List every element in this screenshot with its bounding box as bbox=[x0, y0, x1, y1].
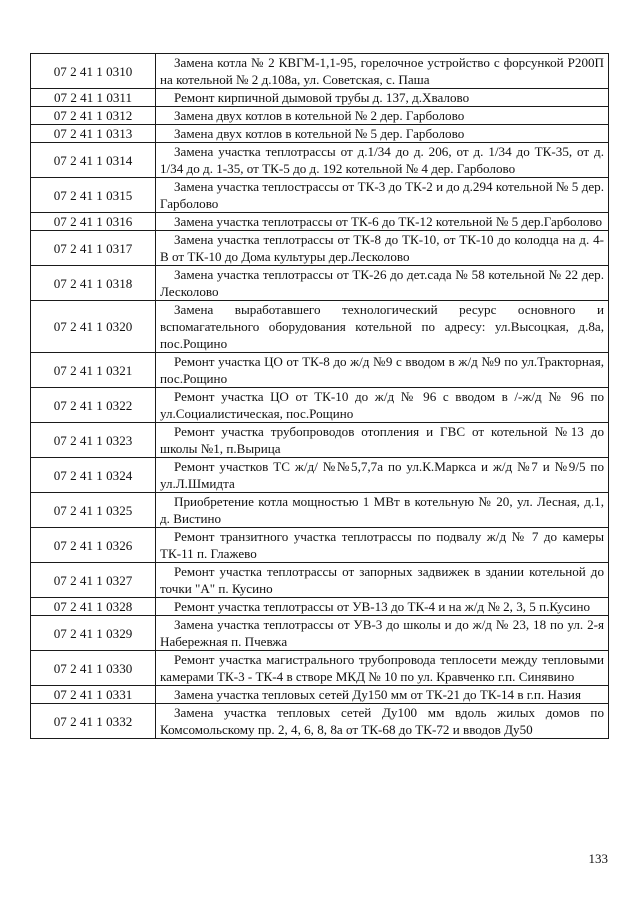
table-row bbox=[31, 89, 609, 107]
row-description: Ремонт кирпичной дымовой трубы д. 137, д.Хвалово bbox=[156, 89, 609, 107]
row-code: 07 2 41 1 0312 bbox=[31, 107, 156, 125]
table-row bbox=[31, 54, 609, 89]
row-description: Ремонт участков ТС ж/д/ №№5,7,7а по ул.К.Маркса и ж/д №7 и №9/5 по ул.Л.Шмидта bbox=[156, 458, 609, 493]
table-row bbox=[31, 528, 609, 563]
row-code: 07 2 41 1 0330 bbox=[31, 651, 156, 686]
row-description: Ремонт участка магистрального трубопровода теплосети между тепловыми камерами ТК-3 - ТК-4 в створе МКД № 10 по ул. Кравченко г.п. Синявино bbox=[156, 651, 609, 686]
row-description: Ремонт участка трубопроводов отопления и ГВС от котельной №13 до школы №1, п.Вырица bbox=[156, 423, 609, 458]
table-row bbox=[31, 301, 609, 353]
row-code: 07 2 41 1 0318 bbox=[31, 266, 156, 301]
works-table-body bbox=[31, 54, 609, 739]
row-code: 07 2 41 1 0314 bbox=[31, 143, 156, 178]
table-row bbox=[31, 686, 609, 704]
row-code: 07 2 41 1 0324 bbox=[31, 458, 156, 493]
row-description: Приобретение котла мощностью 1 МВт в котельную № 20, ул. Лесная, д.1, д. Вистино bbox=[156, 493, 609, 528]
table-row bbox=[31, 423, 609, 458]
table-row bbox=[31, 598, 609, 616]
row-description: Замена участка тепловых сетей Ду100 мм вдоль жилых домов по Комсомольскому пр. 2, 4, 6, 8, 8а от ТК-68 до ТК-72 и вводов Ду50 bbox=[156, 704, 609, 739]
table-row bbox=[31, 388, 609, 423]
table-row bbox=[31, 616, 609, 651]
row-code: 07 2 41 1 0326 bbox=[31, 528, 156, 563]
row-code: 07 2 41 1 0328 bbox=[31, 598, 156, 616]
row-description: Замена участка теплотрассы от ТК-8 до ТК-10, от ТК-10 до колодца на д. 4-В от ТК-10 до Дома культуры дер.Лесколово bbox=[156, 231, 609, 266]
table-row bbox=[31, 107, 609, 125]
row-code: 07 2 41 1 0315 bbox=[31, 178, 156, 213]
row-description: Замена участка теплотрассы от ТК-26 до дет.сада № 58 котельной № 22 дер. Лесколово bbox=[156, 266, 609, 301]
table-row bbox=[31, 143, 609, 178]
row-description: Замена участка теплотрассы от д.1/34 до д. 206, от д. 1/34 до ТК-35, от д. 1/34 до д. 1-35, от ТК-5 до д. 192 котельной № 4 дер. Гарболово bbox=[156, 143, 609, 178]
row-code: 07 2 41 1 0316 bbox=[31, 213, 156, 231]
row-description: Ремонт участка ЦО от ТК-8 до ж/д №9 с вводом в ж/д №9 по ул.Тракторная, пос.Рощино bbox=[156, 353, 609, 388]
row-description: Замена котла № 2 КВГМ-1,1-95, горелочное устройство с форсункой Р200П на котельной № 2 д.108а, ул. Советская, с. Паша bbox=[156, 54, 609, 89]
table-row bbox=[31, 651, 609, 686]
row-description: Замена участка тепловых сетей Ду150 мм от ТК-21 до ТК-14 в г.п. Назия bbox=[156, 686, 609, 704]
table-row bbox=[31, 178, 609, 213]
row-description: Замена участка теплотрассы от ТК-6 до ТК-12 котельной № 5 дер.Гарболово bbox=[156, 213, 609, 231]
row-code: 07 2 41 1 0327 bbox=[31, 563, 156, 598]
row-code: 07 2 41 1 0331 bbox=[31, 686, 156, 704]
row-description: Замена двух котлов в котельной № 2 дер. Гарболово bbox=[156, 107, 609, 125]
table-row bbox=[31, 563, 609, 598]
row-description: Замена участка теплостраcсы от ТК-3 до ТК-2 и до д.294 котельной № 5 дер. Гарболово bbox=[156, 178, 609, 213]
row-code: 07 2 41 1 0329 bbox=[31, 616, 156, 651]
row-code: 07 2 41 1 0321 bbox=[31, 353, 156, 388]
page-number: 133 bbox=[588, 851, 608, 866]
table-row bbox=[31, 353, 609, 388]
table-row bbox=[31, 213, 609, 231]
row-code: 07 2 41 1 0317 bbox=[31, 231, 156, 266]
row-description: Ремонт транзитного участка теплотрассы по подвалу ж/д № 7 до камеры ТК-11 п. Глажево bbox=[156, 528, 609, 563]
row-code: 07 2 41 1 0320 bbox=[31, 301, 156, 353]
row-code: 07 2 41 1 0323 bbox=[31, 423, 156, 458]
table-row bbox=[31, 266, 609, 301]
row-code: 07 2 41 1 0313 bbox=[31, 125, 156, 143]
row-description: Ремонт участка теплотрассы от запорных задвижек в здании котельной до точки "А" п. Кусино bbox=[156, 563, 609, 598]
row-code: 07 2 41 1 0322 bbox=[31, 388, 156, 423]
row-description: Ремонт участка теплотрассы от УВ-13 до ТК-4 и на ж/д № 2, 3, 5 п.Кусино bbox=[156, 598, 609, 616]
table-row bbox=[31, 231, 609, 266]
table-row bbox=[31, 493, 609, 528]
row-description: Замена двух котлов в котельной № 5 дер. Гарболово bbox=[156, 125, 609, 143]
row-description: Замена выработавшего технологический ресурс основного и вспомагательного оборудования котельной по адресу: ул.Высоцкая, д.8а, пос.Рощино bbox=[156, 301, 609, 353]
row-code: 07 2 41 1 0325 bbox=[31, 493, 156, 528]
table-row bbox=[31, 704, 609, 739]
works-table bbox=[30, 53, 609, 739]
row-code: 07 2 41 1 0310 bbox=[31, 54, 156, 89]
row-description: Ремонт участка ЦО от ТК-10 до ж/д № 96 с вводом в /-ж/д № 96 по ул.Социалистическая, пос.Рощино bbox=[156, 388, 609, 423]
row-description: Замена участка теплотрассы от УВ-3 до школы и до ж/д № 23, 18 по ул. 2-я Набережная п. Пчевжа bbox=[156, 616, 609, 651]
row-code: 07 2 41 1 0311 bbox=[31, 89, 156, 107]
table-row bbox=[31, 458, 609, 493]
row-code: 07 2 41 1 0332 bbox=[31, 704, 156, 739]
table-row bbox=[31, 125, 609, 143]
